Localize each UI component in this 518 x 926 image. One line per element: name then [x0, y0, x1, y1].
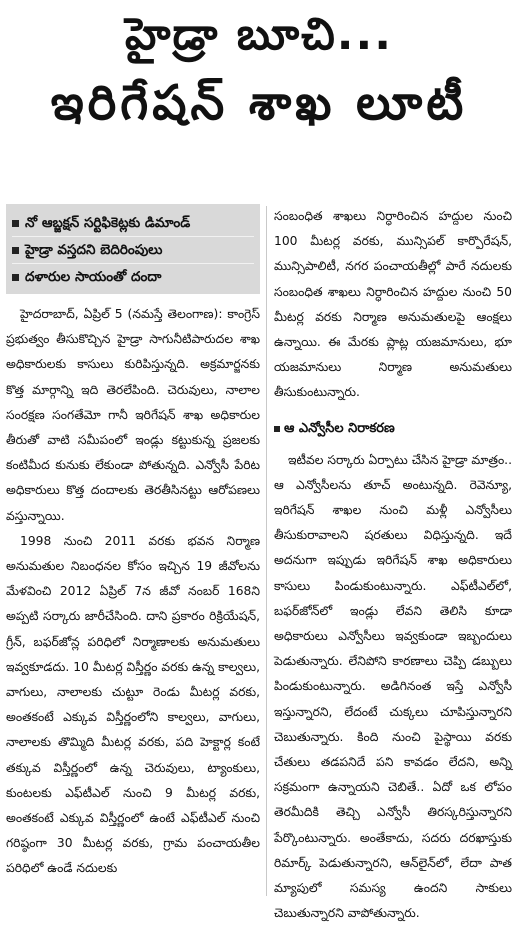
article-paragraph: హైదరాబాద్, ఏప్రిల్ 5 (నమస్తే తెలంగాణ): కాంగ్రెస్ ప్రభుత్వం తీసుకొచ్చిన హైడ్రా సాగునీటిపారుదల శాఖ అధికారులకు కాసులు కురిపిస్తున్నది. అక్రమార్జనకు కొత్త మార్గాన్ని ఇది తెరలేపింది. చెరువులు, నాలాల సంరక్షణ సంగతేమో గానీ ఇరిగేషన్ శాఖ అధికారుల తీరుతో వాటి సమీపంలో ఇండ్లు కట్టుకున్న ప్రజలకు కంటిమీద కునుకు లేకుండా పోతున్నది. ఎన్వోసీ పేరిట అధికారులు కొత్త దందాలకు తెరతీసినట్టు ఆరోపణలు వస్తున్నాయి. [6, 307, 260, 523]
highlight-text: హైడ్రా వస్తదని బెదిరింపులు [25, 242, 163, 258]
highlight-item [12, 210, 254, 237]
highlights-box [6, 204, 260, 294]
highlight-text: నో ఆబ్జక్షన్ సర్టిఫికెట్లకు డిమాండ్ [25, 215, 191, 231]
headline-line-2: ఇరిగేషన్ శాఖ లూటీ [50, 75, 468, 131]
square-bullet-icon [12, 274, 19, 281]
article-paragraph: ఇటీవల సర్కారు ఏర్పాటు చేసిన హైడ్రా మాత్రం.. ఆ ఎన్వోసీలను తూచ్ అంటున్నది. రెవెన్యూ, ఇరిగేషన్ శాఖల నుంచి మళ్లీ ఎన్వోసీలు తీసుకురావాలని షరతులు విధిస్తున్నది. ఇదే అదనుగా ఇప్పుడు ఇరిగేషన్ శాఖ అధికారులు కాసులు పిండుకుంటున్నారు. ఎఫ్‌టీఎల్‌లో, బఫర్‌జోన్‌లో ఇండ్లు లేవని తెలిసి కూడా అధికారులు ఎన్వోసీలు ఇవ్వకుండా ఇబ్బందులు పెడుతున్నారు. లేనిపోని కారణాలు చెప్పి డబ్బులు పిండుకుంటున్నారు. అడిగినంత ఇస్తే ఎన్వోసీ ఇస్తున్నారని, లేదంటే చుక్కలు చూపిస్తున్నారని చెబుతున్నారు. కింది నుంచి పైస్థాయి వరకు చేతులు తడపనిదే పని కావడం లేదని, అన్ని సక్రమంగా ఉన్నాయని చెబితే.. ఏదో ఒక లోపం తెరమీదికి తెచ్చి ఎన్వోసీ తిరస్కరిస్తున్నారని పేర్కొంటున్నారు. అంతేకాదు, సదరు దరఖాస్తుకు రిమార్క్ పెడుతున్నారని, ఆన్‌లైన్‌లో, లేదా పాత మ్యాపులో సమస్య ఉందని సాకులు చెబుతున్నారని వాపోతున్నారు. [274, 452, 512, 921]
headline [0, 4, 518, 140]
square-bullet-icon [12, 247, 19, 254]
highlight-item [12, 264, 254, 290]
headline-line-1: హైడ్రా బూచి... [125, 9, 393, 60]
square-bullet-icon [274, 426, 280, 432]
highlight-item [12, 237, 254, 264]
subheading [274, 416, 512, 442]
article-paragraph: సంబంధిత శాఖలు నిర్ధారించిన హద్దుల నుంచి 100 మీటర్ల వరకు, మున్సిపల్ కార్పొరేషన్, మున్సిపాలిటీ, నగర పంచాయతీల్లో పారే నదులకు సంబంధిత శాఖలు నిర్ధారించిన హద్దుల నుంచి 50 మీటర్ల వరకు నిర్మాణ అనుమతులపై ఆంక్షలు ఉన్నాయి. ఈ మేరకు ప్లాట్ల యజమానులు, భూ యజమానులు నిర్మాణ అనుమతులు తీసుకుంటున్నారు. [274, 209, 512, 400]
right-column [274, 204, 512, 921]
article-paragraph: 1998 నుంచి 2011 వరకు భవన నిర్మాణ అనుమతుల నిబంధనల కోసం ఇచ్చిన 19 జీవోలను మేళవించి 2012 ఏప్రిల్ 7న జీవో నంబర్ 168ని అప్పటి సర్కారు జారీచేసింది. దాని ప్రకారం రిక్రియేషన్, గ్రీన్, బఫర్‌జోన్ల పరిధిలో నిర్మాణాలకు అనుమతులు ఇవ్వకూడదు. 10 మీటర్ల విస్తీర్ణం వరకు ఉన్న కాల్వలు, వాగులు, నాలాలకు చుట్టూ రెండు మీటర్ల వరకు, అంతకంటే ఎక్కువ విస్తీర్ణంలోని కాల్వలు, వాగులు, నాలాలకు తొమ్మిది మీటర్ల వరకు, పది హెక్టార్ల కంటే తక్కువ విస్తీర్ణంలో ఉన్న చెరువులు, ట్యాంకులు, కుంటలకు ఎఫ్‌టీఎల్ నుంచి 9 మీటర్ల వరకు, అంతకంటే ఎక్కువ విస్తీర్ణంలో ఉంటే ఎఫ్‌టీఎల్ నుంచి గరిష్ఠంగా 30 మీటర్ల వరకు, గ్రామ పంచాయతీల పరిధిలో ఉండే నదులకు [6, 533, 260, 876]
highlight-text: దళారుల సాయంతో దందా [25, 269, 162, 285]
column-divider [266, 206, 267, 896]
left-column [6, 204, 260, 898]
subheading-text: ఆ ఎన్వోసీల నిరాకరణ [284, 420, 395, 436]
square-bullet-icon [12, 220, 19, 227]
